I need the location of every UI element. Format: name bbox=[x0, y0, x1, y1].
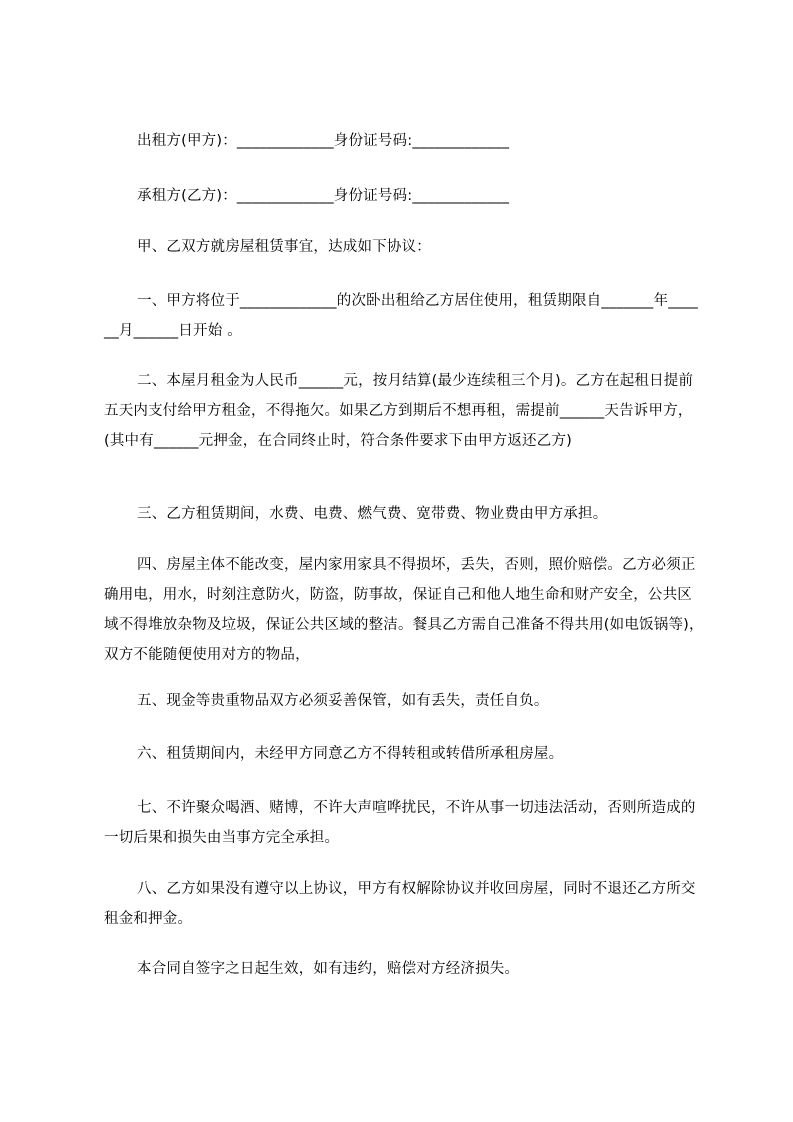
clause-6: 六、租赁期间内，未经甲方同意乙方不得转租或转借所承租房屋。 bbox=[137, 746, 564, 762]
lessor-line: 出租方(甲方)：_____________身份证号码:_____________ bbox=[137, 133, 510, 149]
clause-3: 三、乙方租赁期间，水费、电费、燃气费、宽带费、物业费由甲方承担。 bbox=[137, 506, 608, 522]
clause-5: 五、现金等贵重物品双方必须妥善保管，如有丢失，责任自负。 bbox=[137, 693, 549, 709]
agreement-intro: 甲、乙双方就房屋租赁事宜，达成如下协议： bbox=[137, 239, 431, 255]
clause-7: 七、不许聚众喝酒、赌博，不许大声喧哗扰民，不许从事一切违法活动，否则所造成的一切后果和损失由当事方完全承担。 bbox=[104, 800, 696, 846]
clause-2: 二、本屋月租金为人民币______元，按月结算(最少连续租三个月)。乙方在起租日提前五天内支付给甲方租金，不得拖欠。如果乙方到期后不想再租，需提前______天告诉甲方，(其中有______元押金，在合同终止时，符合条件要求下由甲方返还乙方) bbox=[104, 373, 694, 449]
lessee-line: 承租方(乙方)：_____________身份证号码:_____________ bbox=[137, 188, 510, 204]
clause-4: 四、房屋主体不能改变，屋内家用家具不得损坏，丢失，否则，照价赔偿。乙方必须正确用电，用水，时刻注意防火，防盗，防事故，保证自己和他人地生命和财产安全，公共区域不得堆放杂物及垃圾，保证公共区域的整洁。餐具乙方需自己准备不得共用(如电饭锅等)，双方不能随便使用对方的物品， bbox=[104, 557, 704, 663]
clause-1: 一、甲方将位于_____________的次卧出租给乙方居住使用，租赁期限自_______年______月______日开始 。 bbox=[104, 293, 698, 339]
closing-statement: 本合同自签字之日起生效，如有违约，赔偿对方经济损失。 bbox=[137, 961, 520, 977]
clause-8: 八、乙方如果没有遵守以上协议，甲方有权解除协议并收回房屋，同时不退还乙方所交租金和押金。 bbox=[104, 881, 696, 927]
